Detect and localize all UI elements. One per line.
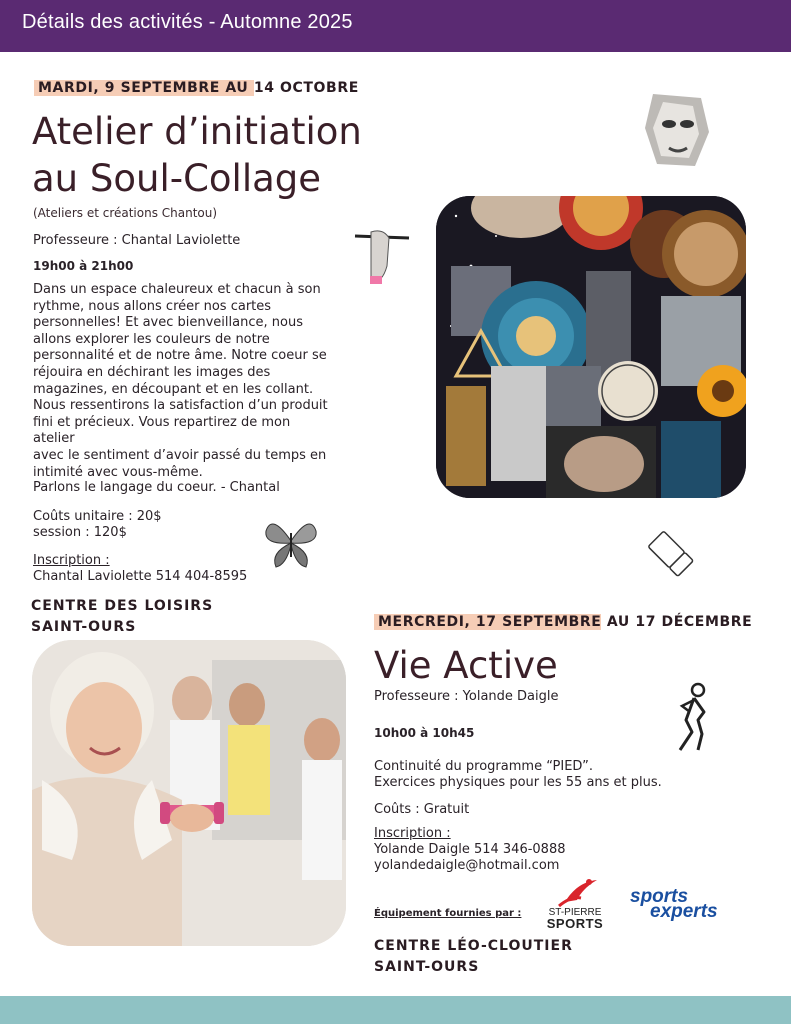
collage-image [436,196,746,498]
activity1-inscription-label: Inscription : [33,553,110,568]
desc-line: fini et précieux. Vous repartirez de mon atelier [33,414,291,447]
activity2-time: 10h00 à 10h45 [374,726,475,740]
venue-line: SAINT-OURS [31,619,137,635]
activity2-date-rest: AU 17 DÉCEMBRE [601,614,753,630]
activity1-description [33,282,333,481]
activity2-cost: Coûts : Gratuit [374,802,470,817]
desc-line: rythme, nous allons créer nos cartes [33,298,272,314]
venue-line: CENTRE DES LOISIRS [31,598,214,614]
activity1-professor: Professeure : Chantal Laviolette [33,233,241,248]
activity1-date-rest: 14 OCTOBRE [253,80,359,96]
activity1-title-line1: Atelier d’initiation [32,110,362,153]
activity1-date [34,80,359,96]
desc-line: Dans un espace chaleureux et chacun à son [33,282,321,297]
activity2-inscription-email: yolandedaigle@hotmail.com [374,858,560,873]
footer-bar [0,996,791,1024]
activity1-subtitle: (Ateliers et créations Chantou) [33,206,218,220]
activity2-date [374,614,752,630]
stpierre-logo-line2: SPORTS [546,916,604,931]
sportsexperts-logo-line2: experts [650,901,718,922]
desc-line: personnalité et de notre âme. Notre coeur se [33,348,327,364]
activity1-inscription-contact: Chantal Laviolette 514 404-8595 [33,569,248,584]
activity1-date-highlight: MARDI, 9 SEPTEMBRE AU [34,80,254,96]
page-title: Détails des activités - Automne 2025 [22,11,353,33]
desc-line: personnelles! Et avec bienveillance, nous [33,315,303,331]
face-cutout-icon [643,92,711,168]
activity1-time: 19h00 à 21h00 [33,259,134,273]
pen-hand-icon [353,222,413,286]
activity2-equipment-label: Équipement fournies par : [374,908,522,919]
fitness-figure-icon [672,682,714,754]
activity2-description-line2: Exercices physiques pour les 55 ans et plus. [374,775,662,790]
desc-line: avec le sentiment d’avoir passé du temps en [33,447,327,463]
venue-line: CENTRE LÉO-CLOUTIER [374,938,573,954]
activity1-cost-unit: Coûts unitaire : 20$ [33,509,162,524]
activity2-description-line1: Continuité du programme “PIED”. [374,759,593,774]
desc-line: Nous ressentirons la satisfaction d’un produit [33,398,328,414]
stpierre-logo-line1: ST-PIERRE [548,907,602,918]
gluestick-icon [645,527,695,579]
activity1-title-line2: au Soul-Collage [32,157,322,200]
activity2-venue [374,936,573,978]
venue-line: SAINT-OURS [374,959,480,975]
activity2-date-highlight: MERCREDI, 17 SEPTEMBRE [374,614,601,630]
activity2-professor: Professeure : Yolande Daigle [374,689,559,704]
desc-line: intimité avec vous-même. [33,464,203,480]
activity1-title [32,108,362,202]
fitness-photo [32,640,346,946]
activity1-cost-session: session : 120$ [33,525,127,540]
activity1-venue [31,596,213,638]
activity2-title: Vie Active [374,644,558,687]
butterfly-icon [262,513,320,569]
desc-line: réjouira en déchirant les images des [33,364,271,380]
activity2-inscription-label: Inscription : [374,826,451,841]
activity2-inscription-name: Yolande Daigle 514 346-0888 [374,842,566,857]
desc-line: magazines, en découpant et en les collant. [33,381,314,397]
desc-line: allons explorer les couleurs de notre [33,331,270,347]
sportsexperts-logo-line1: sports [630,886,689,907]
activity1-quote: Parlons le langage du coeur. - Chantal [33,480,280,495]
